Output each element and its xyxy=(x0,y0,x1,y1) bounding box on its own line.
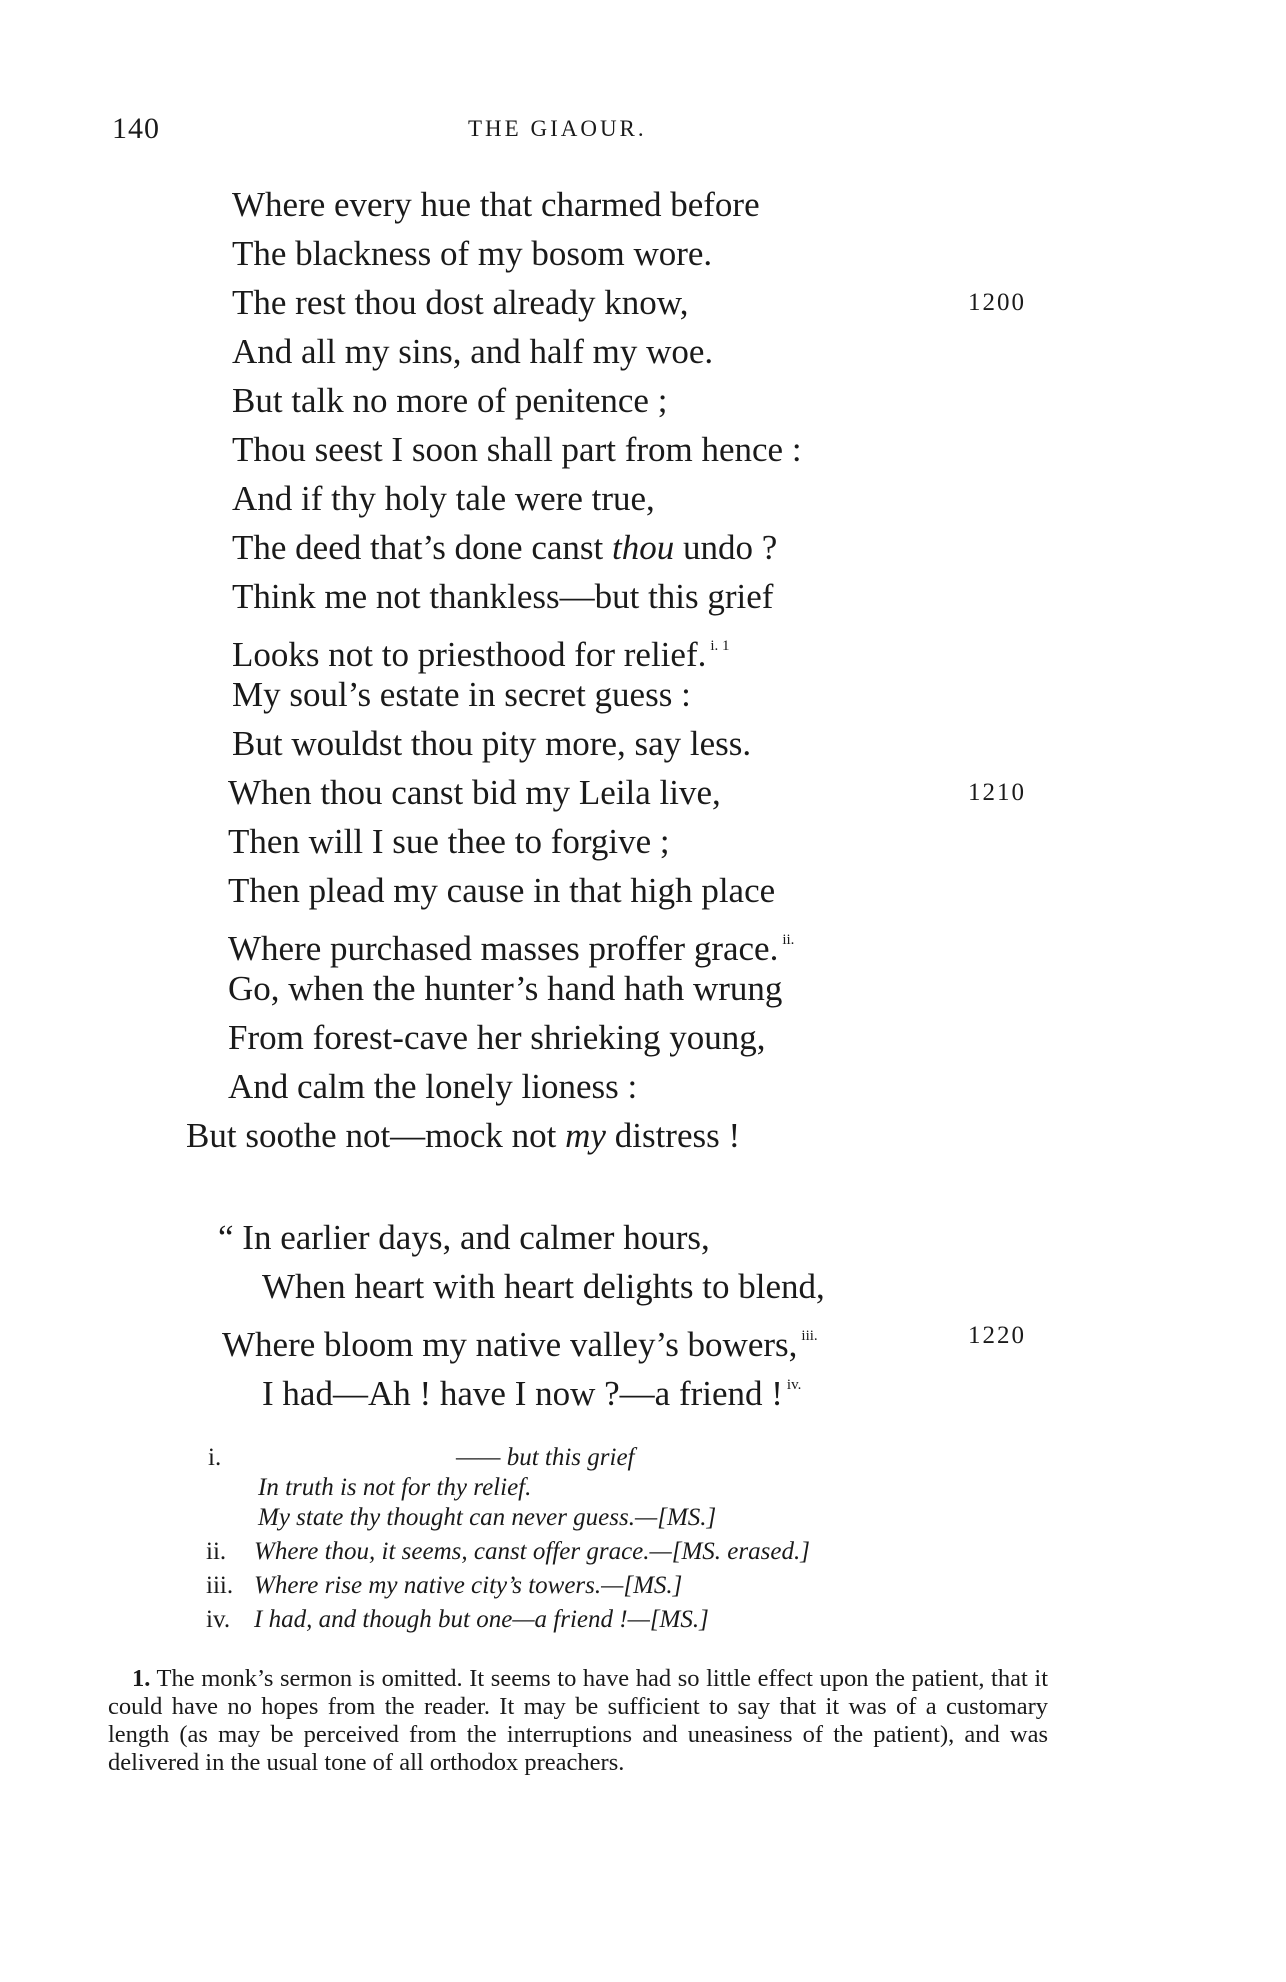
variant-label: iii. xyxy=(206,1572,234,1599)
verse-line: And all my sins, and half my woe. xyxy=(232,332,714,371)
verse-line xyxy=(228,920,794,969)
running-title: THE GIAOUR. xyxy=(468,116,647,141)
verse-line-text: I had—Ah ! have I now ?—a friend ! xyxy=(262,1374,783,1413)
variant-label: i. xyxy=(208,1444,222,1471)
verse-line-text: But soothe not—mock not xyxy=(186,1116,557,1155)
verse-line xyxy=(186,1116,740,1156)
verse-line: When thou canst bid my Leila live, xyxy=(228,773,721,812)
verse-line-text: Looks not to priesthood for relief. xyxy=(232,635,707,674)
verse-line-text: Where bloom my native valley’s bowers, xyxy=(222,1325,798,1364)
verse-line: When heart with heart delights to blend, xyxy=(262,1267,825,1306)
variant-text: My state thy thought can never guess.—[MS.] xyxy=(258,1504,717,1531)
verse-line: And calm the lonely lioness : xyxy=(228,1067,638,1106)
verse-line xyxy=(232,528,777,568)
verse-line: The rest thou dost already know, xyxy=(232,283,689,322)
italic-word: thou xyxy=(612,528,675,567)
variant-text: —— but this grief xyxy=(456,1444,635,1471)
verse-line xyxy=(222,1316,818,1365)
verse-line: But talk no more of penitence ; xyxy=(232,381,668,420)
variant-item xyxy=(258,1503,716,1533)
variant-text: In truth is not for thy relief. xyxy=(258,1474,532,1501)
variant-text: Where rise my native city’s towers.—[MS.] xyxy=(254,1572,683,1599)
variant-label: ii. xyxy=(206,1538,227,1565)
footnote-mark: 1. xyxy=(132,1665,151,1692)
variant-label: iv. xyxy=(206,1606,231,1633)
note-marker: ii. xyxy=(782,932,795,948)
verse-line: The blackness of my bosom wore. xyxy=(232,234,713,273)
verse-line: Think me not thankless—but this grief xyxy=(232,577,774,616)
variant-item xyxy=(208,1443,635,1473)
variant-item xyxy=(258,1473,531,1503)
variant-item xyxy=(206,1537,810,1567)
verse-line-text: distress ! xyxy=(614,1116,741,1155)
verse-line-text: undo ? xyxy=(683,528,778,567)
note-marker: i. 1 xyxy=(710,638,730,654)
note-marker: iii. xyxy=(801,1328,818,1344)
page-header xyxy=(0,112,1286,152)
verse-line: But wouldst thou pity more, say less. xyxy=(232,724,752,763)
line-number: 1210 xyxy=(968,779,1026,806)
verse-line: Thou seest I soon shall part from hence : xyxy=(232,430,802,469)
variant-text: Where thou, it seems, canst offer grace.—[MS. erased.] xyxy=(254,1538,810,1565)
line-number: 1220 xyxy=(968,1322,1026,1349)
verse-line xyxy=(262,1365,801,1414)
verse-line: “ In earlier days, and calmer hours, xyxy=(218,1218,710,1257)
verse-line: And if thy holy tale were true, xyxy=(232,479,655,518)
line-number: 1200 xyxy=(968,289,1026,316)
footnote xyxy=(108,1665,1048,1777)
verse-line: Go, when the hunter’s hand hath wrung xyxy=(228,969,783,1008)
verse-line-text: Where purchased masses proffer grace. xyxy=(228,929,779,968)
verse-line: My soul’s estate in secret guess : xyxy=(232,675,691,714)
variant-text: I had, and though but one—a friend !—[MS.] xyxy=(254,1606,709,1633)
verse-line: From forest-cave her shrieking young, xyxy=(228,1018,766,1057)
italic-word: my xyxy=(565,1116,606,1155)
variant-item xyxy=(206,1605,709,1635)
verse-line xyxy=(232,626,730,675)
footnote-text: The monk’s sermon is omitted. It seems to have had so little effect upon the patient, that it could have no hopes from the reader. It may be sufficient to say that it was of a customary length (as may be perceived from the interruptions and uneasiness of the patient), and was delivered in the usual tone of all orthodox preachers. xyxy=(108,1665,1049,1776)
verse-line: Where every hue that charmed before xyxy=(232,185,760,224)
note-marker: iv. xyxy=(786,1377,802,1393)
verse-line: Then will I sue thee to forgive ; xyxy=(228,822,670,861)
page-number: 140 xyxy=(112,112,160,145)
variant-item xyxy=(206,1571,682,1601)
verse-line: Then plead my cause in that high place xyxy=(228,871,776,910)
verse-line-text: The deed that’s done canst xyxy=(232,528,604,567)
